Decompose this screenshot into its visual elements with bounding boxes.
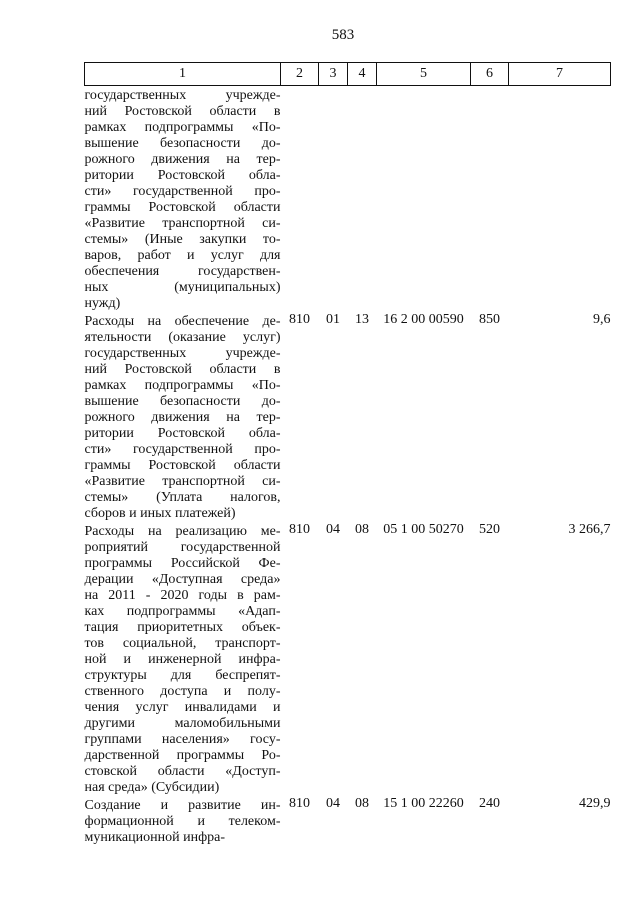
description-line: вышение безопасности до- <box>84 394 281 409</box>
column-header-2: 2 <box>281 63 319 86</box>
description-line: сти» государственной про- <box>84 442 281 457</box>
description-line: стемы» (Уплата налогов, <box>84 490 281 505</box>
ministry-code-cell <box>281 86 319 313</box>
description-line: «Развитие транспортной си- <box>84 474 281 489</box>
amount-cell <box>509 86 611 313</box>
description-line: Создание и развитие ин- <box>84 798 281 813</box>
description-line: ятельности (оказание услуг) <box>84 330 281 345</box>
description-line: дерации «Доступная среда» <box>84 572 281 587</box>
table-row <box>85 312 611 522</box>
description-line: граммы Ростовской области <box>84 200 281 215</box>
description-line: стемы» (Иные закупки то- <box>84 232 281 247</box>
table-row <box>85 522 611 796</box>
description-line: ных (муниципальных) <box>84 280 281 295</box>
description-line: государственных учрежде- <box>84 88 281 103</box>
description-line: тация приоритетных объек- <box>84 620 281 635</box>
expense-type-cell: 240 <box>479 796 500 811</box>
description-line: граммы Ростовской области <box>84 458 281 473</box>
section-code-cell: 04 <box>326 522 340 537</box>
expense-type-cell <box>471 86 509 313</box>
column-header-6: 6 <box>471 63 509 86</box>
description-line: дарственной программы Ро- <box>84 748 281 763</box>
description-line: ритории Ростовской обла- <box>84 168 281 183</box>
description-line: чения услуг инвалидами и <box>84 700 281 715</box>
description-line: обеспечения государствен- <box>84 264 281 279</box>
description-line: сти» государственной про- <box>84 184 281 199</box>
header-row <box>85 63 611 86</box>
table-row <box>85 796 611 846</box>
ministry-code-cell: 810 <box>289 522 310 537</box>
description-line: ственного доступа и полу- <box>84 684 281 699</box>
description-line: на 2011 - 2020 годы в рам- <box>84 588 281 603</box>
description-line: ний Ростовской области в <box>84 362 281 377</box>
description-line: сборов и иных платежей) <box>84 506 236 521</box>
ministry-code-cell: 810 <box>289 796 310 811</box>
description-line: рамках подпрограммы «По- <box>84 378 281 393</box>
column-header-4: 4 <box>348 63 377 86</box>
description-line: группами населения» госу- <box>84 732 281 747</box>
description-line: рожного движения на тер- <box>84 152 281 167</box>
description-line: нужд) <box>84 296 121 311</box>
expense-description <box>85 86 281 313</box>
description-line: программы Российской Фе- <box>84 556 281 571</box>
subsection-code-cell <box>348 86 377 313</box>
description-line: ках подпрограммы «Адап- <box>84 604 281 619</box>
description-line: «Развитие транспортной си- <box>84 216 281 231</box>
section-code-cell: 04 <box>326 796 340 811</box>
amount-cell: 429,9 <box>579 796 611 811</box>
table-row <box>85 86 611 313</box>
subsection-code-cell: 08 <box>355 522 369 537</box>
subsection-code-cell: 08 <box>355 796 369 811</box>
amount-cell: 3 266,7 <box>568 522 611 537</box>
page-number: 583 <box>331 27 355 43</box>
target-article-cell <box>377 86 471 313</box>
description-line: рожного движения на тер- <box>84 410 281 425</box>
description-line: муникационной инфра- <box>84 830 226 845</box>
section-code-cell <box>319 86 348 313</box>
description-line: стовской области «Доступ- <box>84 764 281 779</box>
description-line: вышение безопасности до- <box>84 136 281 151</box>
expense-type-cell: 520 <box>479 522 500 537</box>
expense-description <box>85 522 281 796</box>
description-line: другими маломобильными <box>84 716 281 731</box>
description-line: рамках подпрограммы «По- <box>84 120 281 135</box>
column-header-5: 5 <box>377 63 471 86</box>
description-line: государственных учрежде- <box>84 346 281 361</box>
description-line: структуры для беспрепят- <box>84 668 281 683</box>
expense-description <box>85 312 281 522</box>
ministry-code-cell: 810 <box>289 312 310 327</box>
target-article-cell: 15 1 00 22260 <box>383 796 464 811</box>
target-article-cell: 16 2 00 00590 <box>383 312 464 327</box>
description-line: ний Ростовской области в <box>84 104 281 119</box>
expense-type-cell: 850 <box>479 312 500 327</box>
description-line: ной и инженерной инфра- <box>84 652 281 667</box>
description-line: ная среда» (Субсидии) <box>84 780 220 795</box>
column-header-1: 1 <box>85 63 281 86</box>
target-article-cell: 05 1 00 50270 <box>383 522 464 537</box>
subsection-code-cell: 13 <box>355 312 369 327</box>
budget-table <box>84 62 611 846</box>
description-line: роприятий государственной <box>84 540 281 555</box>
description-line: формационной и телеком- <box>84 814 281 829</box>
description-line: тов социальной, транспорт- <box>84 636 281 651</box>
section-code-cell: 01 <box>326 312 340 327</box>
description-line: ритории Ростовской обла- <box>84 426 281 441</box>
amount-cell: 9,6 <box>593 312 611 327</box>
column-header-3: 3 <box>319 63 348 86</box>
column-header-7: 7 <box>509 63 611 86</box>
description-line: Расходы на реализацию ме- <box>84 524 281 539</box>
expense-description <box>85 796 281 846</box>
description-line: Расходы на обеспечение де- <box>84 314 281 329</box>
description-line: варов, работ и услуг для <box>84 248 281 263</box>
